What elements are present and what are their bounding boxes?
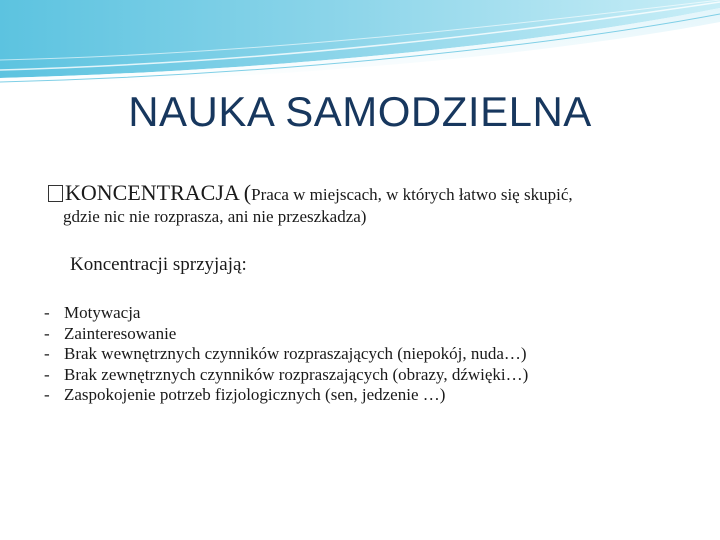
- list-item: [44, 385, 528, 406]
- list-item: [44, 303, 528, 324]
- list-item: [44, 365, 528, 386]
- lead-note-line2: gdzie nic nie rozprasza, ani nie przeszkadza): [63, 207, 367, 226]
- list-item-text: Brak wewnętrznych czynników rozpraszających (niepokój, nuda…): [64, 344, 527, 364]
- list-item-text: Zaspokojenie potrzeb fizjologicznych (sen, jedzenie …): [64, 385, 446, 405]
- lead-heading: KONCENTRACJA: [65, 180, 240, 205]
- lead-note-paren: (: [243, 180, 252, 205]
- list-item-text: Zainteresowanie: [64, 323, 177, 343]
- list-dash: -: [44, 323, 50, 343]
- list-dash: -: [44, 364, 50, 384]
- header-wave-decoration: [0, 0, 720, 90]
- lead-paragraph: [48, 182, 688, 225]
- list-dash: -: [44, 303, 50, 323]
- factor-list: [44, 303, 528, 406]
- list-item: [44, 324, 528, 345]
- list-item-text: Brak zewnętrznych czynników rozpraszających (obrazy, dźwięki…): [64, 364, 529, 384]
- list-dash: -: [44, 385, 50, 405]
- slide-title: NAUKA SAMODZIELNA: [128, 88, 592, 135]
- missing-glyph-box-icon: [48, 185, 63, 202]
- lead-note-line1: Praca w miejscach, w których łatwo się skupić,: [251, 185, 573, 204]
- list-item-text: Motywacja: [64, 303, 141, 323]
- list-item: [44, 344, 528, 365]
- list-dash: -: [44, 344, 50, 364]
- subheading: Koncentracji sprzyjają:: [70, 254, 247, 275]
